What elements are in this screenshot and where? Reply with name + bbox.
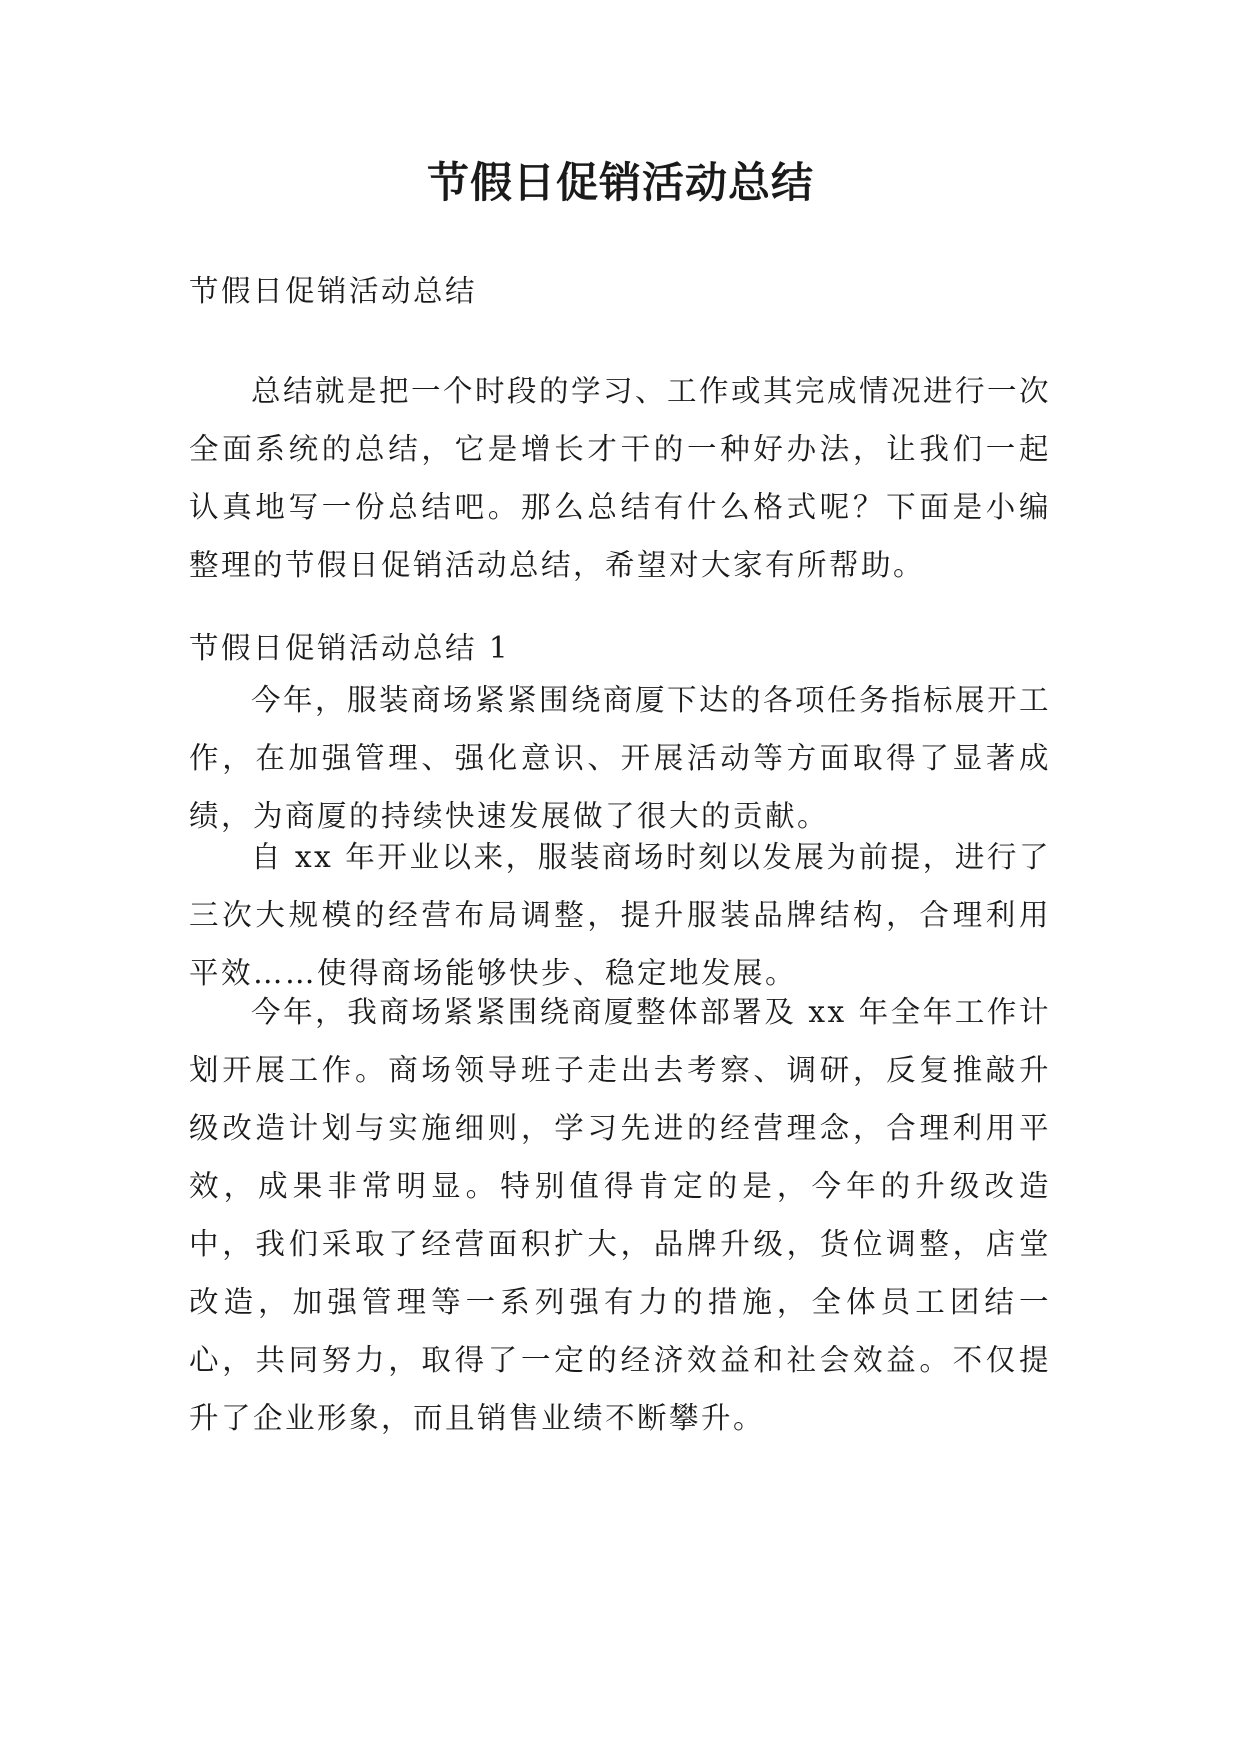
paragraph-2: 自 xx 年开业以来，服装商场时刻以发展为前提，进行了三次大规模的经营布局调整，提升服装品牌结构，合理利用平效……使得商场能够快步、稳定地发展。 — [189, 840, 1051, 990]
intro-paragraph: 总结就是把一个时段的学习、工作或其完成情况进行一次全面系统的总结，它是增长才干的一种好办法，让我们一起认真地写一份总结吧。那么总结有什么格式呢？下面是小编整理的节假日促销活动总结，希望对大家有所帮助。 — [189, 374, 1052, 582]
section-1-heading: 节假日促销活动总结 1 — [189, 631, 511, 665]
paragraph-3: 今年，我商场紧紧围绕商厦整体部署及 xx 年全年工作计划开展工作。商场领导班子走出去考察、调研，反复推敲升级改造计划与实施细则，学习先进的经营理念，合理利用平效，成果非常明显。特别值得肯定的是，今年的升级改造中，我们采取了经营面积扩大，品牌升级，货位调整，店堂改造，加强管理等一系列强有力的措施，全体员工团结一心，共同努力，取得了一定的经济效益和社会效益。不仅提升了企业形象，而且销售业绩不断攀升。 — [189, 995, 1051, 1435]
paragraph-1: 今年，服装商场紧紧围绕商厦下达的各项任务指标展开工作，在加强管理、强化意识、开展活动等方面取得了显著成绩，为商厦的持续快速发展做了很大的贡献。 — [189, 683, 1052, 833]
document-title: 节假日促销活动总结 — [426, 158, 814, 207]
document-subtitle: 节假日促销活动总结 — [189, 274, 478, 308]
